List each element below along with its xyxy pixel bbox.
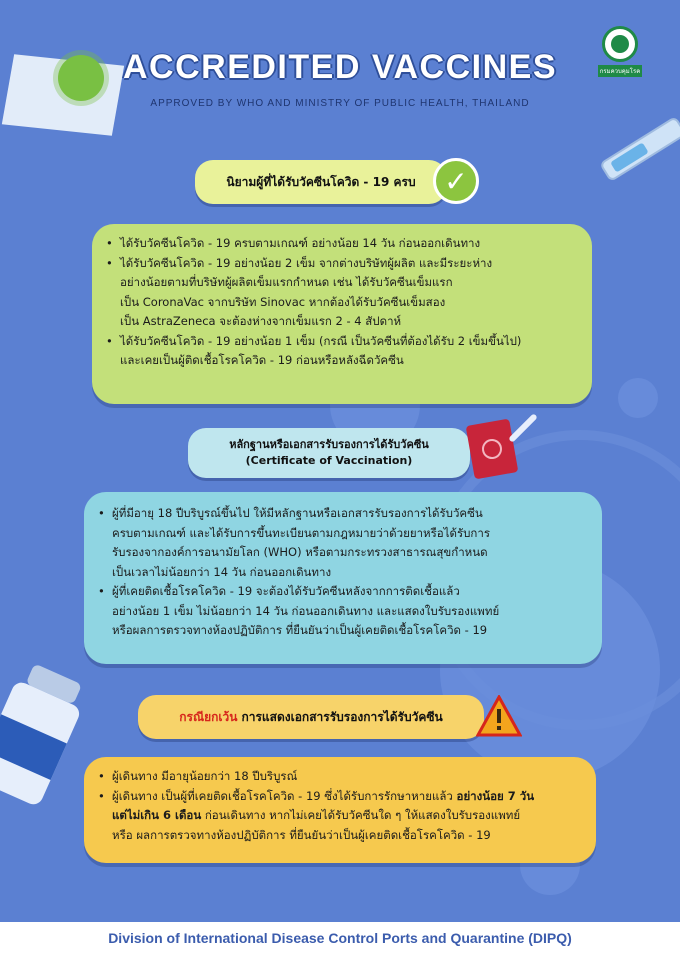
warning-icon: [476, 695, 522, 737]
page-subtitle: APPROVED BY WHO AND MINISTRY OF PUBLIC HEALTH, THAILAND: [150, 98, 530, 109]
list-item: • ได้รับวัคซีนโควิด - 19 ครบตามเกณฑ์ อย่างน้อย 14 วัน ก่อนออกเดินทาง: [106, 234, 578, 254]
list-item: • ได้รับวัคซีนโควิด - 19 อย่างน้อย 1 เข็ม (กรณี เป็นวัคซีนที่ต้องได้รับ 2 เข็มขึ้นไป) และเคยเป็นผู้ติดเชื้อโรคโควิด - 19 ก่อนหรือหลังฉีดวัคซีน: [106, 332, 578, 371]
section1-heading: นิยามผู้ที่ได้รับวัคซีนโควิด - 19 ครบ: [195, 160, 447, 204]
list-item: • ผู้เดินทาง เป็นผู้ที่เคยติดเชื้อโรคโควิด - 19 ซึ่งได้รับการรักษาหายแล้ว อย่างน้อย 7 วัน แต่ไม่เกิน 6 เดือน ก่อนเดินทาง หากไม่เคยได้รับวัคซีนใด ๆ ให้แสดงใบรับรองแพทย์ หรือ ผลการตรวจทางห้องปฏิบัติการ ที่ยืนยันว่าเป็นผู้เคยติดเชื้อโรคโควิด - 19: [98, 787, 582, 846]
list-item: • ผู้เดินทาง มีอายุน้อยกว่า 18 ปีบริบูรณ์: [98, 767, 582, 787]
footer-division-name: Division of International Disease Control Ports and Quarantine (DIPQ): [108, 930, 572, 946]
section2-box: [84, 492, 602, 664]
passport-icon: [466, 419, 519, 480]
section3-heading-exception: กรณียกเว้น: [179, 709, 238, 724]
list-item: • ได้รับวัคซีนโควิด - 19 อย่างน้อย 2 เข็ม จากต่างบริษัทผู้ผลิต และมีระยะห่าง อย่างน้อยตามที่บริษัทผู้ผลิตเข็มแรกกำหนด เช่น ได้รับวัคซีนเข็มแรก เป็น CoronaVac จากบริษัท Sinovac หากต้องได้รับวัคซีนเข็มสอง เป็น AstraZeneca จะต้องห่างจากเข็มแรก 2 - 4 สัปดาห์: [106, 254, 578, 332]
section2-heading-en: (Certificate of Vaccination): [245, 454, 413, 467]
check-icon: ✓: [433, 158, 479, 204]
section3-heading-text: การแสดงเอกสารรับรองการได้รับวัคซีน: [241, 709, 443, 724]
ministry-logo: [598, 26, 642, 86]
logo-emblem-icon: [602, 26, 638, 62]
list-item: • ผู้ที่มีอายุ 18 ปีบริบูรณ์ขึ้นไป ให้มีหลักฐานหรือเอกสารรับรองการได้รับวัคซีน ครบตามเกณฑ์ และได้รับการขึ้นทะเบียนตามกฎหมายว่าด้วยยาหรือได้รับการ รับรองจากองค์การอนามัยโลก (WHO) หรือตามกระทรวงสาธารณสุขกำหนด เป็นเวลาไม่น้อยกว่า 14 วัน ก่อนออกเดินทาง: [98, 504, 588, 582]
section3-heading: [138, 695, 484, 739]
virus-decoration: [618, 378, 658, 418]
section3-box: [84, 757, 596, 863]
highlight-min-days: อย่างน้อย 7 วัน: [456, 788, 535, 803]
highlight-max-months: แต่ไม่เกิน 6 เดือน: [112, 808, 202, 822]
list-item: • ผู้ที่เคยติดเชื้อโรคโควิด - 19 จะต้องได้รับวัคซีนหลังจากการติดเชื้อแล้ว อย่างน้อย 1 เข็ม ไม่น้อยกว่า 14 วัน ก่อนออกเดินทาง และแสดงใบรับรองแพทย์ หรือผลการตรวจทางห้องปฏิบัติการ ที่ยืนยันว่าเป็นผู้เคยติดเชื้อโรคโควิด - 19: [98, 582, 588, 641]
logo-text: กรมควบคุมโรค: [598, 65, 642, 77]
section1-box: [92, 224, 592, 404]
page-title: ACCREDITED VACCINES: [122, 48, 557, 86]
section2-heading-th: หลักฐานหรือเอกสารรับรองการได้รับวัคซีน: [229, 438, 429, 451]
section2-heading: [188, 428, 470, 478]
syringe-icon: [599, 116, 680, 182]
